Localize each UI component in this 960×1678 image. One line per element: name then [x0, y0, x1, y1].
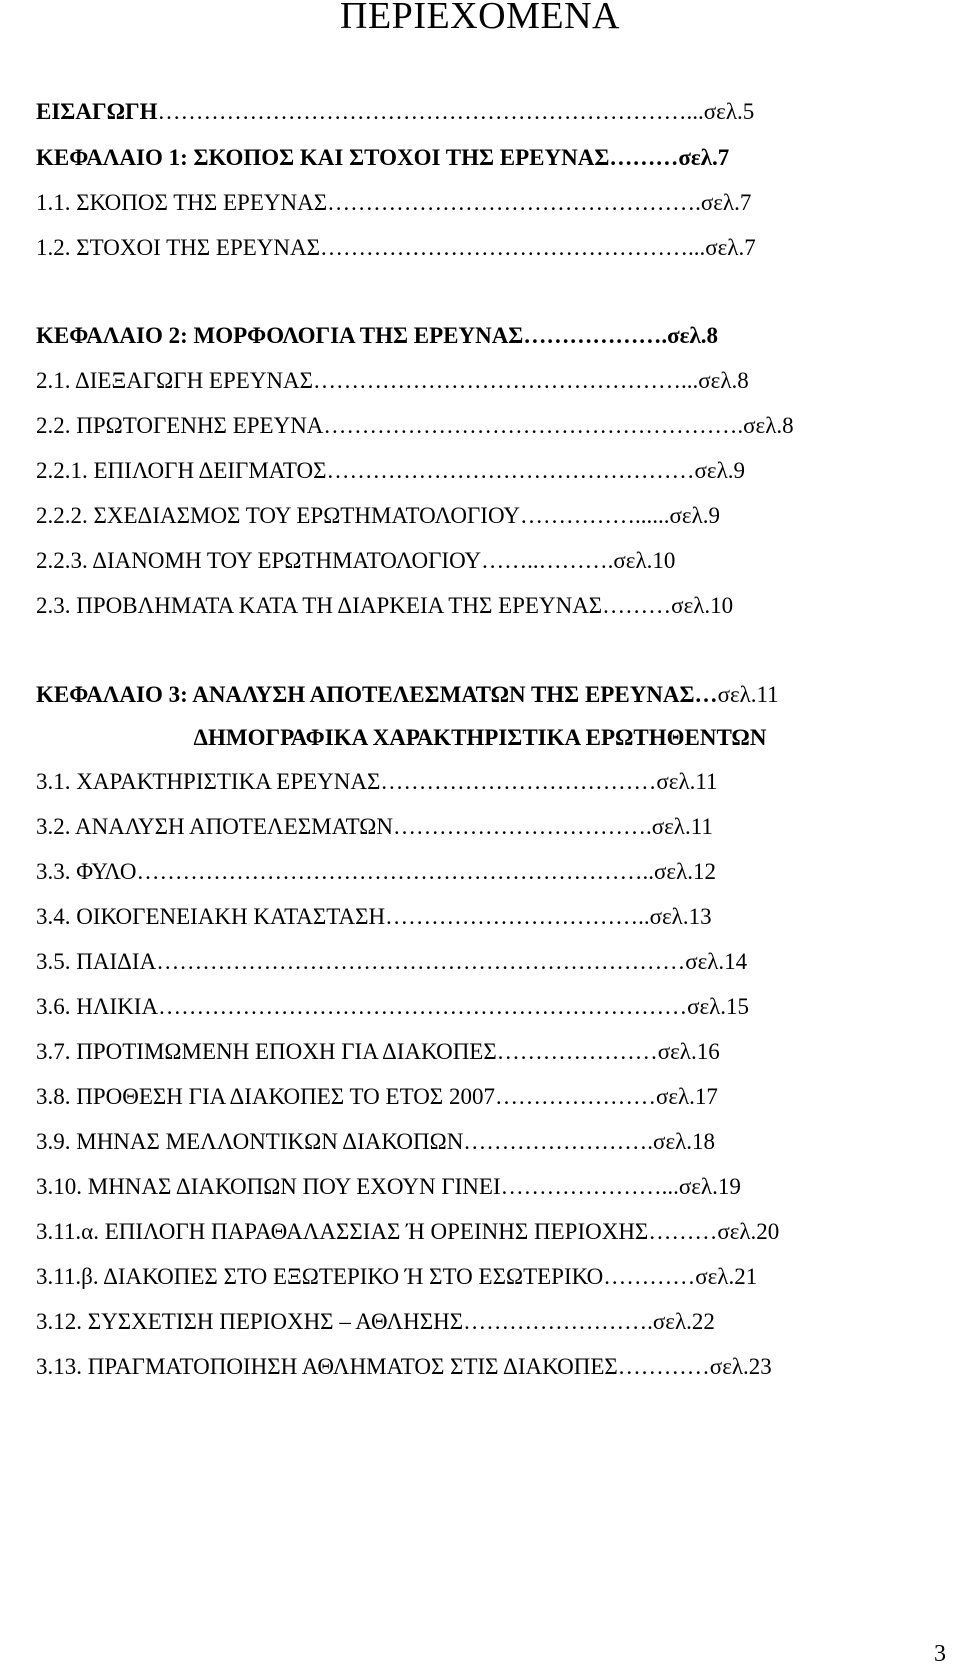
- toc-entry-title: ΚΕΦΑΛΑΙΟ 3: ΑΝΑΛΥΣΗ ΑΠΟΤΕΛΕΣΜΑΤΩΝ ΤΗΣ ΕΡΕΥΝΑΣ…: [36, 682, 718, 707]
- toc-entry-2-3[interactable]: 2.3. ΠΡΟΒΛΗΜΑΤΑ ΚΑΤΑ ΤΗ ΔΙΑΡΚΕΙΑ ΤΗΣ ΕΡΕΥΝΑΣ………σελ.10: [36, 593, 734, 618]
- toc-entry-chapter-1[interactable]: [36, 143, 906, 173]
- toc-entry-3-4[interactable]: 3.4. ΟΙΚΟΓΕΝΕΙΑΚΗ ΚΑΤΑΣΤΑΣΗ……………………………..σελ.13: [36, 904, 712, 929]
- toc-entry-3-11b[interactable]: 3.11.β. ΔΙΑΚΟΠΕΣ ΣΤΟ ΕΞΩΤΕΡΙΚΟ Ή ΣΤΟ ΕΣΩΤΕΡΙΚΟ…………σελ.21: [36, 1264, 758, 1289]
- toc-entry-3-11a[interactable]: 3.11.α. ΕΠΙΛΟΓΗ ΠΑΡΑΘΑΛΑΣΣΙΑΣ Ή ΟΡΕΙΝΗΣ ΠΕΡΙΟΧΗΣ………σελ.20: [36, 1219, 780, 1244]
- toc-entry-3-7[interactable]: 3.7. ΠΡΟΤΙΜΩΜΕΝΗ ΕΠΟΧΗ ΓΙΑ ΔΙΑΚΟΠΕΣ…………………σελ.16: [36, 1039, 720, 1064]
- toc-entry-3-9[interactable]: 3.9. ΜΗΝΑΣ ΜΕΛΛΟΝΤΙΚΩΝ ΔΙΑΚΟΠΩΝ…………………….σελ.18: [36, 1129, 716, 1154]
- toc-entry-1-2[interactable]: 1.2. ΣΤΟΧΟΙ ΤΗΣ ΕΡΕΥΝΑΣ…………………………………………...σελ.7: [36, 235, 756, 260]
- toc-entry-3-5[interactable]: 3.5. ΠΑΙΔΙΑ……………………………………………………………σελ.14: [36, 949, 748, 974]
- toc-entry-1-1[interactable]: 1.1. ΣΚΟΠΟΣ ΤΗΣ ΕΡΕΥΝΑΣ………………………………………….σελ.7: [36, 190, 752, 215]
- toc-entry-page: σελ.8: [667, 323, 718, 348]
- toc-entry-2-2-2[interactable]: 2.2.2. ΣΧΕΔΙΑΣΜΟΣ ΤΟΥ ΕΡΩΤΗΜΑΤΟΛΟΓΙΟΥ……………......σελ.9: [36, 503, 720, 528]
- toc-entry-3-1[interactable]: 3.1. ΧΑΡΑΚΤΗΡΙΣΤΙΚΑ ΕΡΕΥΝΑΣ………………………………σελ.11: [36, 769, 718, 794]
- toc-entry-chapter-3[interactable]: [36, 680, 906, 710]
- toc-entry-title: ΕΙΣΑΓΩΓΗ: [36, 99, 158, 124]
- toc-entry-title: ΚΕΦΑΛΑΙΟ 2: ΜΟΡΦΟΛΟΓΙΑ ΤΗΣ ΕΡΕΥΝΑΣ……………….: [36, 323, 668, 348]
- toc-entry-2-2[interactable]: 2.2. ΠΡΩΤΟΓΕΝΗΣ ΕΡΕΥΝΑ……………………………………………….σελ.8: [36, 413, 794, 438]
- toc-entry-2-2-3[interactable]: 2.2.3. ΔΙΑΝΟΜΗ ΤΟΥ ΕΡΩΤΗΜΑΤΟΛΟΓΙΟΥ……..……….σελ.10: [36, 548, 676, 573]
- toc-entry-page: σελ.11: [717, 682, 779, 707]
- toc-entry-title: ΚΕΦΑΛΑΙΟ 1: ΣΚΟΠΟΣ ΚΑΙ ΣΤΟΧΟΙ ΤΗΣ ΕΡΕΥΝΑΣ………: [36, 145, 679, 170]
- toc-entry-3-10[interactable]: 3.10. ΜΗΝΑΣ ΔΙΑΚΟΠΩΝ ΠΟΥ ΕΧΟΥΝ ΓΙΝΕΙ…………………...σελ.19: [36, 1174, 741, 1199]
- toc-entry-3-8[interactable]: 3.8. ΠΡΟΘΕΣΗ ΓΙΑ ΔΙΑΚΟΠΕΣ ΤΟ ΕΤΟΣ 2007…………………σελ.17: [36, 1084, 718, 1109]
- toc-entry-introduction[interactable]: [36, 97, 906, 127]
- toc-entry-3-13[interactable]: 3.13. ΠΡΑΓΜΑΤΟΠΟΙΗΣΗ ΑΘΛΗΜΑΤΟΣ ΣΤΙΣ ΔΙΑΚΟΠΕΣ…………σελ.23: [36, 1354, 772, 1379]
- toc-entry-2-1[interactable]: 2.1. ΔΙΕΞΑΓΩΓΗ ΕΡΕΥΝΑΣ…………………………………………...σελ.8: [36, 368, 749, 393]
- toc-entry-chapter-2[interactable]: [36, 321, 906, 351]
- toc-entry-leader-page: ……………………………………………………………...σελ.5: [157, 99, 755, 124]
- toc-entry-3-3[interactable]: 3.3. ΦΥΛΟ…………………………………………………………..σελ.12: [36, 859, 716, 884]
- toc-entry-3-2[interactable]: 3.2. ΑΝΑΛΥΣΗ ΑΠΟΤΕΛΕΣΜΑΤΩΝ…………………………….σελ.11: [36, 814, 713, 839]
- page-title: ΠΕΡΙΕΧΟΜΕΝΑ: [340, 0, 620, 37]
- toc-entry-3-12[interactable]: 3.12. ΣΥΣΧΕΤΙΣΗ ΠΕΡΙΟΧΗΣ – ΑΘΛΗΣΗΣ…………………….σελ.22: [36, 1309, 715, 1334]
- toc-entry-3-6[interactable]: 3.6. ΗΛΙΚΙΑ……………………………………………………………σελ.15: [36, 994, 750, 1019]
- page-number: 3: [934, 1641, 946, 1667]
- toc-entry-page: σελ.7: [678, 145, 730, 170]
- toc-subheading-demographics: ΔΗΜΟΓΡΑΦΙΚΑ ΧΑΡΑΚΤΗΡΙΣΤΙΚΑ ΕΡΩΤΗΘΕΝΤΩΝ: [193, 725, 767, 750]
- toc-entry-2-2-1[interactable]: 2.2.1. ΕΠΙΛΟΓΗ ΔΕΙΓΜΑΤΟΣ…………………………………………σελ.9: [36, 458, 745, 483]
